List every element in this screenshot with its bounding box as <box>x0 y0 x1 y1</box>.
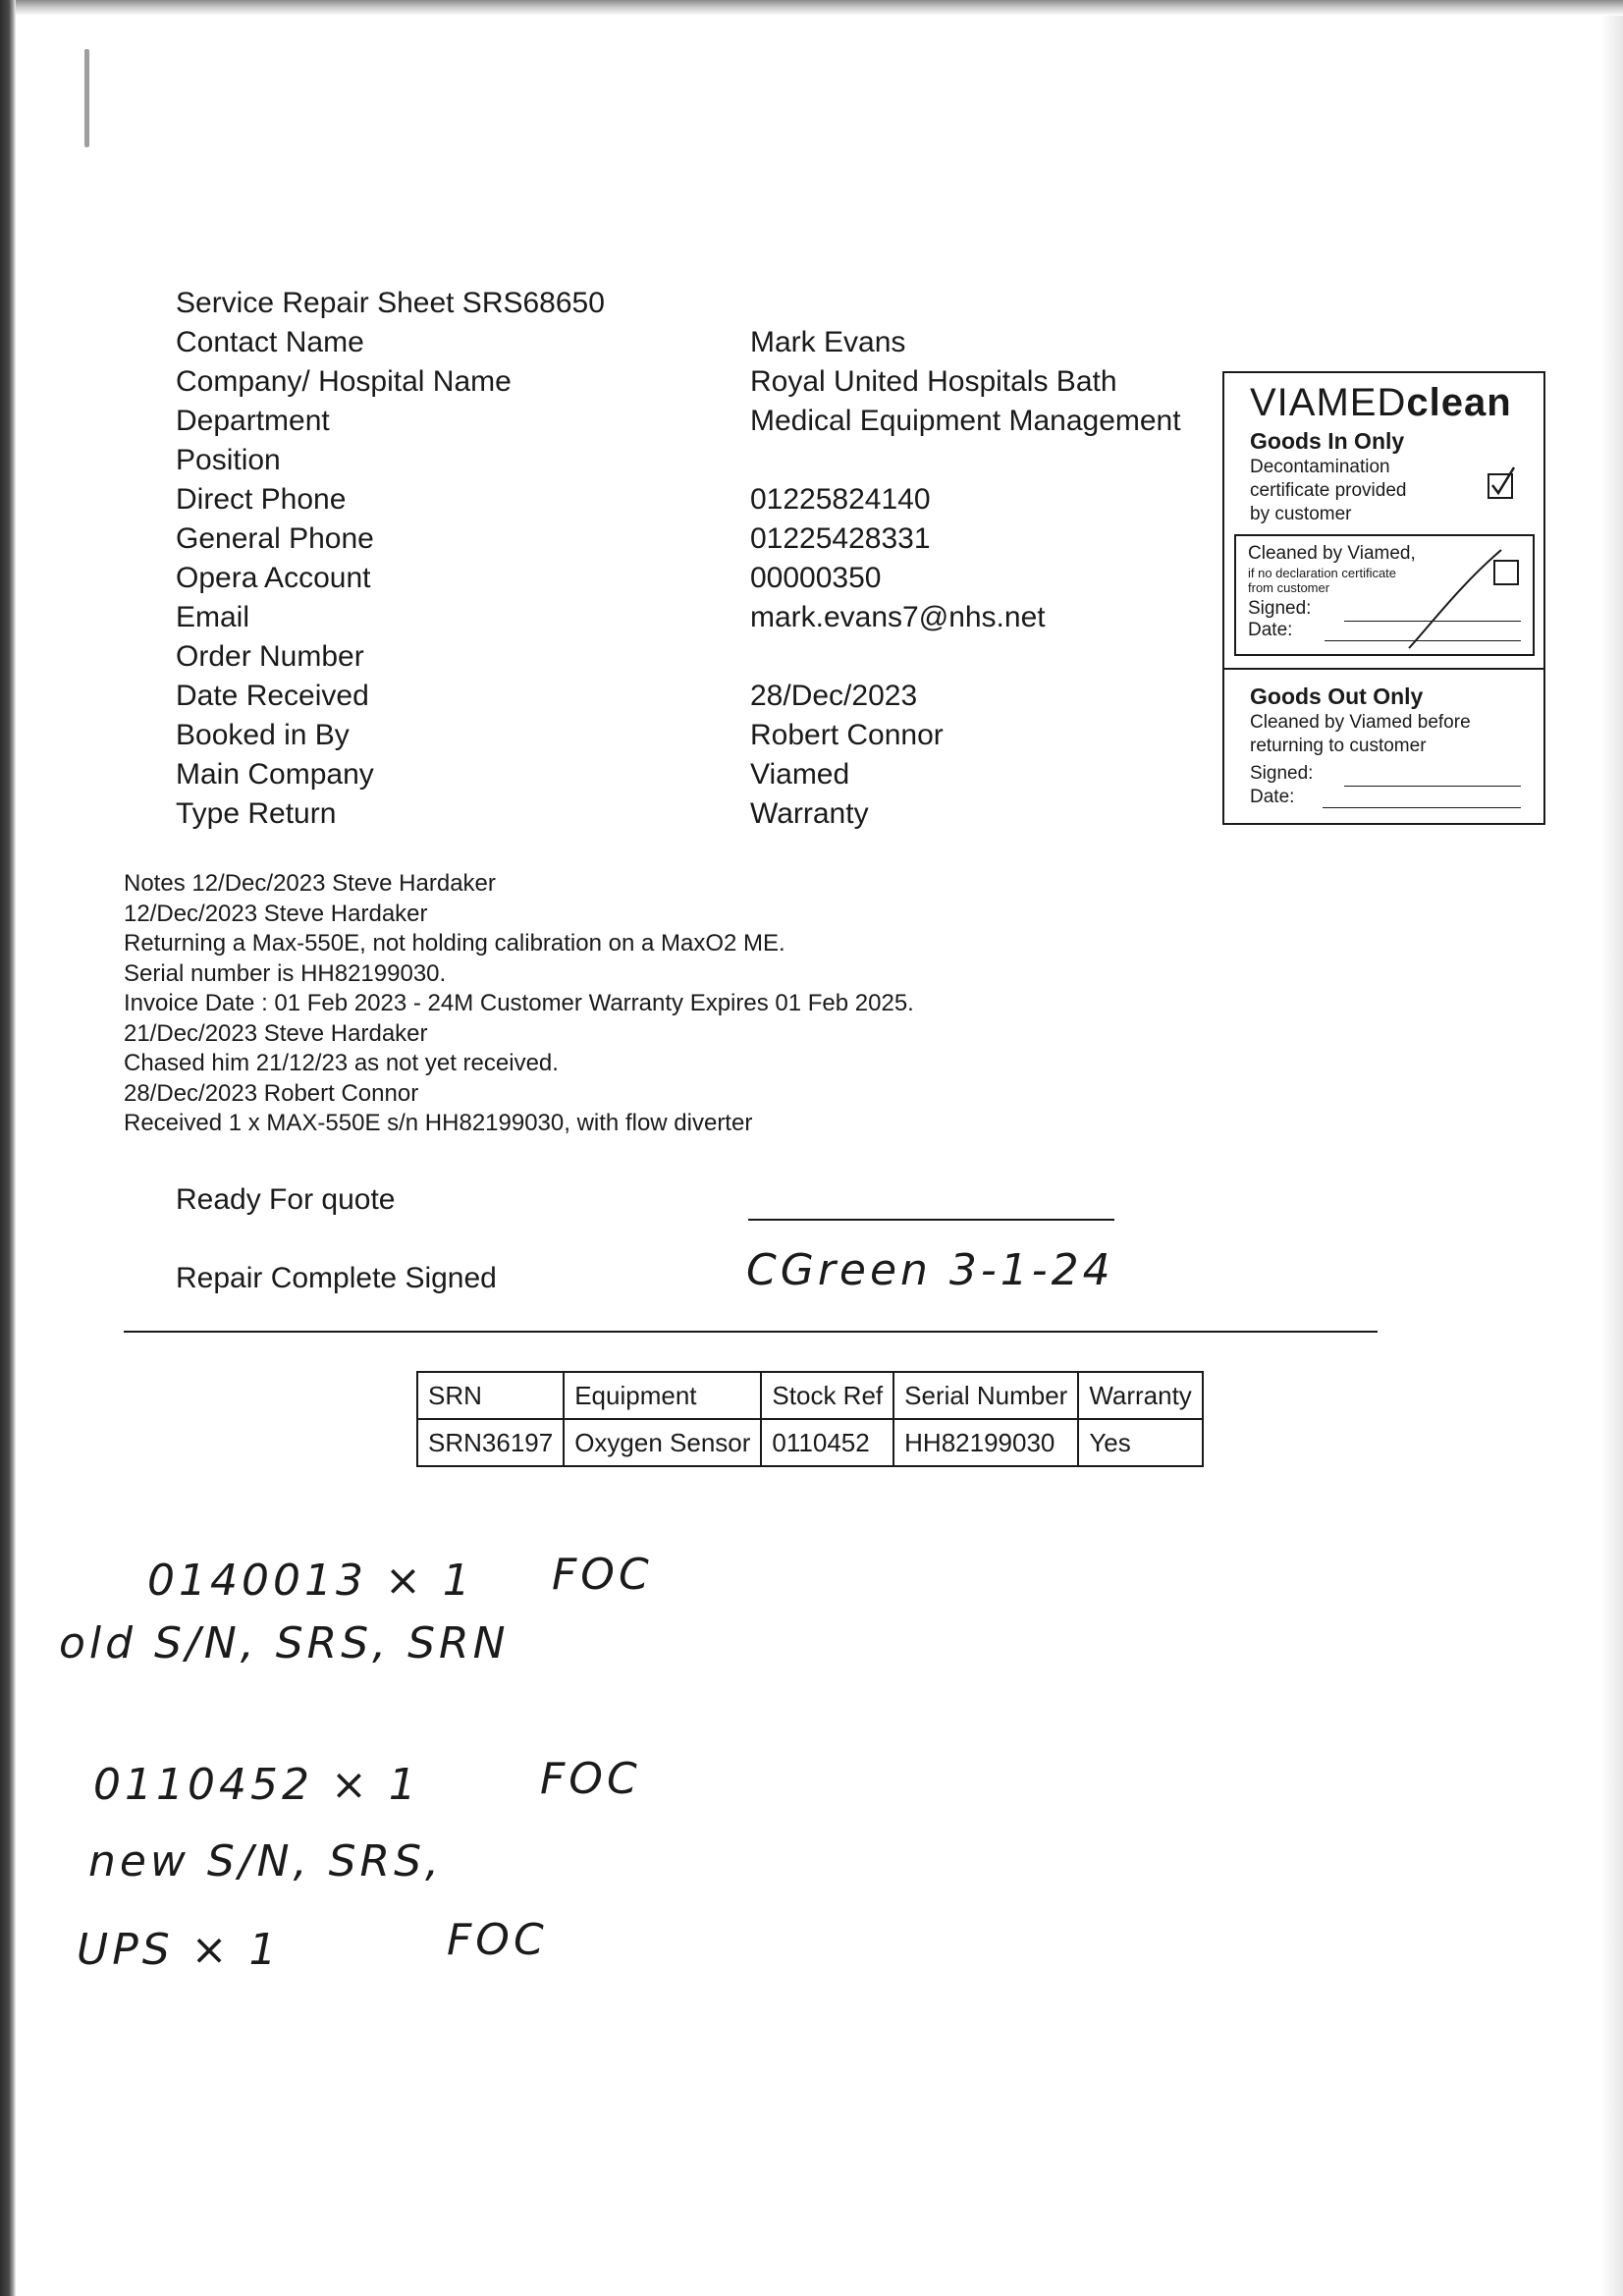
handwritten-line: FOC <box>540 1754 641 1804</box>
goods-out-text-1: Cleaned by Viamed before <box>1250 712 1471 733</box>
handwritten-line: UPS × 1 <box>77 1925 281 1975</box>
repair-complete-label: Repair Complete Signed <box>176 1262 497 1294</box>
field-label: Position <box>176 444 281 476</box>
field-value-department: Medical Equipment Management <box>750 405 1181 437</box>
field-label: Company/ Hospital Name <box>176 365 512 398</box>
sheet-title: Service Repair Sheet SRS68650 <box>176 287 605 319</box>
note-line: Received 1 x MAX-550E s/n HH82199030, with flow diverter <box>124 1110 753 1136</box>
note-line: Notes 12/Dec/2023 Steve Hardaker <box>124 870 496 897</box>
goods-in-text-3: by customer <box>1250 504 1352 524</box>
note-line: Chased him 21/12/23 as not yet received. <box>124 1050 559 1076</box>
signed-label: Signed: <box>1248 598 1312 619</box>
goods-out-text-2: returning to customer <box>1250 736 1427 756</box>
handwritten-line: 0140013 × 1 <box>147 1556 474 1606</box>
signed-label-out: Signed: <box>1250 763 1314 784</box>
field-value-company: Royal United Hospitals Bath <box>750 365 1117 398</box>
field-value-type-return: Warranty <box>750 797 869 830</box>
handwritten-line: old S/N, SRS, SRN <box>59 1618 510 1668</box>
cell-stock-ref: 0110452 <box>761 1419 893 1466</box>
cleaned-small-2: from customer <box>1248 580 1330 595</box>
scan-edge-left <box>0 0 16 2296</box>
col-header-stock-ref: Stock Ref <box>761 1372 893 1419</box>
punch-mark <box>84 49 89 147</box>
parts-table <box>416 1371 1204 1467</box>
field-value-email: mark.evans7@nhs.net <box>750 601 1046 633</box>
date-label-out: Date: <box>1250 787 1295 807</box>
field-value-booked-by: Robert Connor <box>750 719 944 751</box>
field-label: Opera Account <box>176 562 371 594</box>
col-header-equipment: Equipment <box>564 1372 761 1419</box>
col-header-warranty: Warranty <box>1078 1372 1203 1419</box>
goods-in-text-1: Decontamination <box>1250 457 1390 477</box>
signed-line-out <box>1344 786 1521 787</box>
field-value-opera-account: 00000350 <box>750 562 882 594</box>
field-value-date-received: 28/Dec/2023 <box>750 680 918 712</box>
field-label: Department <box>176 405 330 437</box>
field-label: General Phone <box>176 522 374 555</box>
note-line: 28/Dec/2023 Robert Connor <box>124 1079 419 1107</box>
note-line: Returning a Max-550E, not holding calibration on a MaxO2 ME. <box>124 930 785 957</box>
field-value-general-phone: 01225428331 <box>750 522 931 555</box>
col-header-serial-number: Serial Number <box>893 1372 1078 1419</box>
ready-for-quote-label: Ready For quote <box>176 1183 396 1216</box>
strike-line-icon <box>1401 546 1509 654</box>
table-header-row <box>417 1372 1203 1419</box>
decontamination-checkbox[interactable] <box>1488 473 1513 499</box>
date-label: Date: <box>1248 620 1293 640</box>
viamed-logo: VIAMEDclean <box>1250 381 1512 424</box>
handwritten-line: new S/N, SRS, <box>88 1836 443 1886</box>
scan-shadow-right <box>1601 16 1623 2296</box>
table-row <box>417 1419 1203 1466</box>
field-label: Direct Phone <box>176 483 347 516</box>
note-line: 21/Dec/2023 Steve Hardaker <box>124 1019 428 1047</box>
cleaned-small-1: if no declaration certificate <box>1248 566 1397 580</box>
cell-srn: SRN36197 <box>417 1419 564 1466</box>
cell-serial-number: HH82199030 <box>893 1419 1078 1466</box>
handwritten-line: FOC <box>552 1550 653 1600</box>
cleaned-text: Cleaned by Viamed, <box>1248 543 1416 564</box>
col-header-srn: SRN <box>417 1372 564 1419</box>
note-line: Serial number is HH82199030. <box>124 959 447 987</box>
field-label: Date Received <box>176 680 369 712</box>
goods-in-heading: Goods In Only <box>1250 428 1405 454</box>
note-line: 12/Dec/2023 Steve Hardaker <box>124 900 428 927</box>
handwritten-signature: CGreen 3-1-24 <box>746 1245 1114 1295</box>
box-divider <box>1224 668 1543 670</box>
field-label: Email <box>176 601 250 633</box>
date-line-out <box>1323 807 1521 808</box>
section-divider <box>124 1331 1378 1333</box>
field-value-main-company: Viamed <box>750 758 850 791</box>
handwritten-line: 0110452 × 1 <box>93 1760 420 1810</box>
handwritten-line: FOC <box>447 1915 548 1965</box>
field-label: Booked in By <box>176 719 350 751</box>
notes-block <box>124 869 914 1139</box>
scan-edge-top <box>16 0 1623 16</box>
field-label: Type Return <box>176 797 337 830</box>
field-value-direct-phone: 01225824140 <box>750 483 931 516</box>
cell-equipment: Oxygen Sensor <box>564 1419 761 1466</box>
field-label: Contact Name <box>176 326 364 358</box>
cell-warranty: Yes <box>1078 1419 1203 1466</box>
viamed-clean-box <box>1222 371 1545 825</box>
ready-for-quote-line <box>748 1219 1114 1221</box>
field-value-contact: Mark Evans <box>750 326 906 358</box>
field-label: Main Company <box>176 758 374 791</box>
note-line: Invoice Date : 01 Feb 2023 - 24M Customer Warranty Expires 01 Feb 2025. <box>124 990 914 1016</box>
field-label: Order Number <box>176 640 364 673</box>
goods-in-text-2: certificate provided <box>1250 480 1407 501</box>
goods-out-heading: Goods Out Only <box>1250 683 1424 709</box>
checkmark-icon <box>1488 465 1517 499</box>
